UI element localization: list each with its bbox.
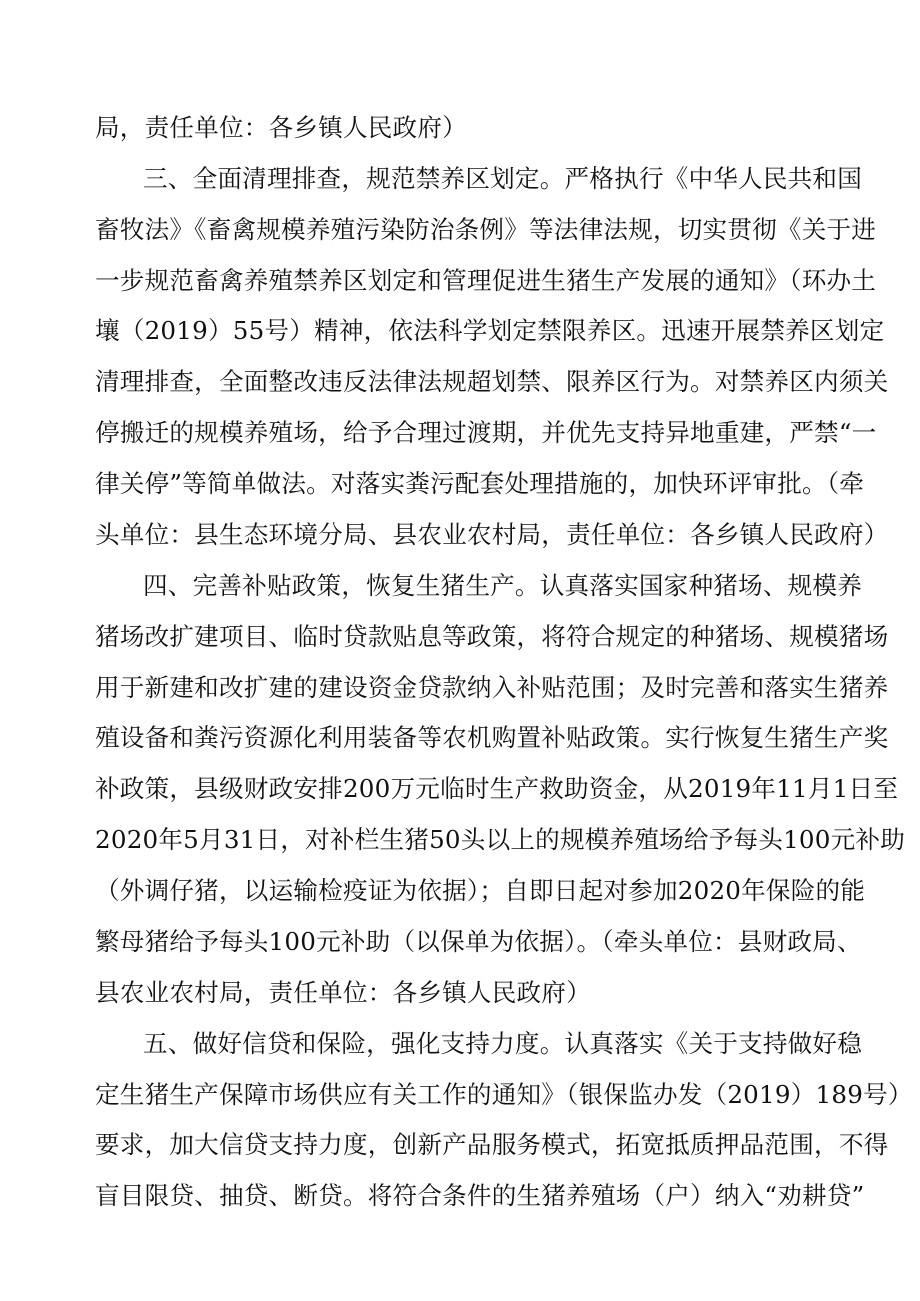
text-line-11: 猪场改扩建项目、临时贷款贴息等政策，将符合规定的种猪场、规模猪场 bbox=[95, 622, 889, 651]
section-4-heading-line: 四、完善补贴政策，恢复生猪生产。认真落实国家种猪场、规模养 bbox=[143, 571, 863, 600]
text-line-5: 壤（2019）55号）精神，依法科学划定禁限养区。迅速开展禁养区划定 bbox=[95, 316, 885, 345]
text-line-20: 定生猪生产保障市场供应有关工作的通知》（银保监办发（2019）189号） bbox=[95, 1080, 913, 1109]
text-line-14: 补政策，县级财政安排200万元临时生产救助资金，从2019年11月1日至 bbox=[95, 774, 899, 803]
text-line-18: 县农业农村局，责任单位：各乡镇人民政府） bbox=[95, 978, 591, 1007]
text-line-6: 清理排查，全面整改违反法律法规超划禁、限养区行为。对禁养区内须关 bbox=[95, 367, 889, 396]
section-5-heading-line: 五、做好信贷和保险，强化支持力度。认真落实《关于支持做好稳 bbox=[143, 1029, 863, 1058]
text-line-16: （外调仔猪，以运输检疫证为依据）；自即日起对参加2020年保险的能 bbox=[95, 876, 866, 905]
text-line-13: 殖设备和粪污资源化利用装备等农机购置补贴政策。实行恢复生猪生产奖 bbox=[95, 723, 889, 752]
text-line-4: 一步规范畜禽养殖禁养区划定和管理促进生猪生产发展的通知》（环办土 bbox=[95, 266, 877, 295]
text-line-9: 头单位：县生态环境分局、县农业农村局，责任单位：各乡镇人民政府） bbox=[95, 520, 889, 549]
text-line-8: 律关停”等简单做法。对落实粪污配套处理措施的，加快环评审批。（牵 bbox=[95, 469, 865, 498]
text-line-17: 繁母猪给予每头100元补助（以保单为依据）。（牵头单位：县财政局、 bbox=[95, 927, 862, 956]
text-line-7: 停搬迁的规模养殖场，给予合理过渡期，并优先支持异地重建，严禁“一 bbox=[95, 418, 877, 447]
text-line-1: 局，责任单位：各乡镇人民政府） bbox=[95, 113, 467, 142]
text-line-21: 要求，加大信贷支持力度，创新产品服务模式，拓宽抵质押品范围，不得 bbox=[95, 1130, 889, 1159]
text-line-12: 用于新建和改扩建的建设资金贷款纳入补贴范围；及时完善和落实生猪养 bbox=[95, 673, 889, 702]
section-3-heading-line: 三、全面清理排查，规范禁养区划定。严格执行《中华人民共和国 bbox=[143, 164, 863, 193]
text-line-15: 2020年5月31日，对补栏生猪50头以上的规模养殖场给予每头100元补助 bbox=[95, 825, 906, 854]
text-line-22: 盲目限贷、抽贷、断贷。将符合条件的生猪养殖场（户）纳入“劝耕贷” bbox=[95, 1181, 865, 1210]
text-line-3: 畜牧法》《畜禽规模养殖污染防治条例》等法律法规，切实贯彻《关于进 bbox=[95, 215, 877, 244]
